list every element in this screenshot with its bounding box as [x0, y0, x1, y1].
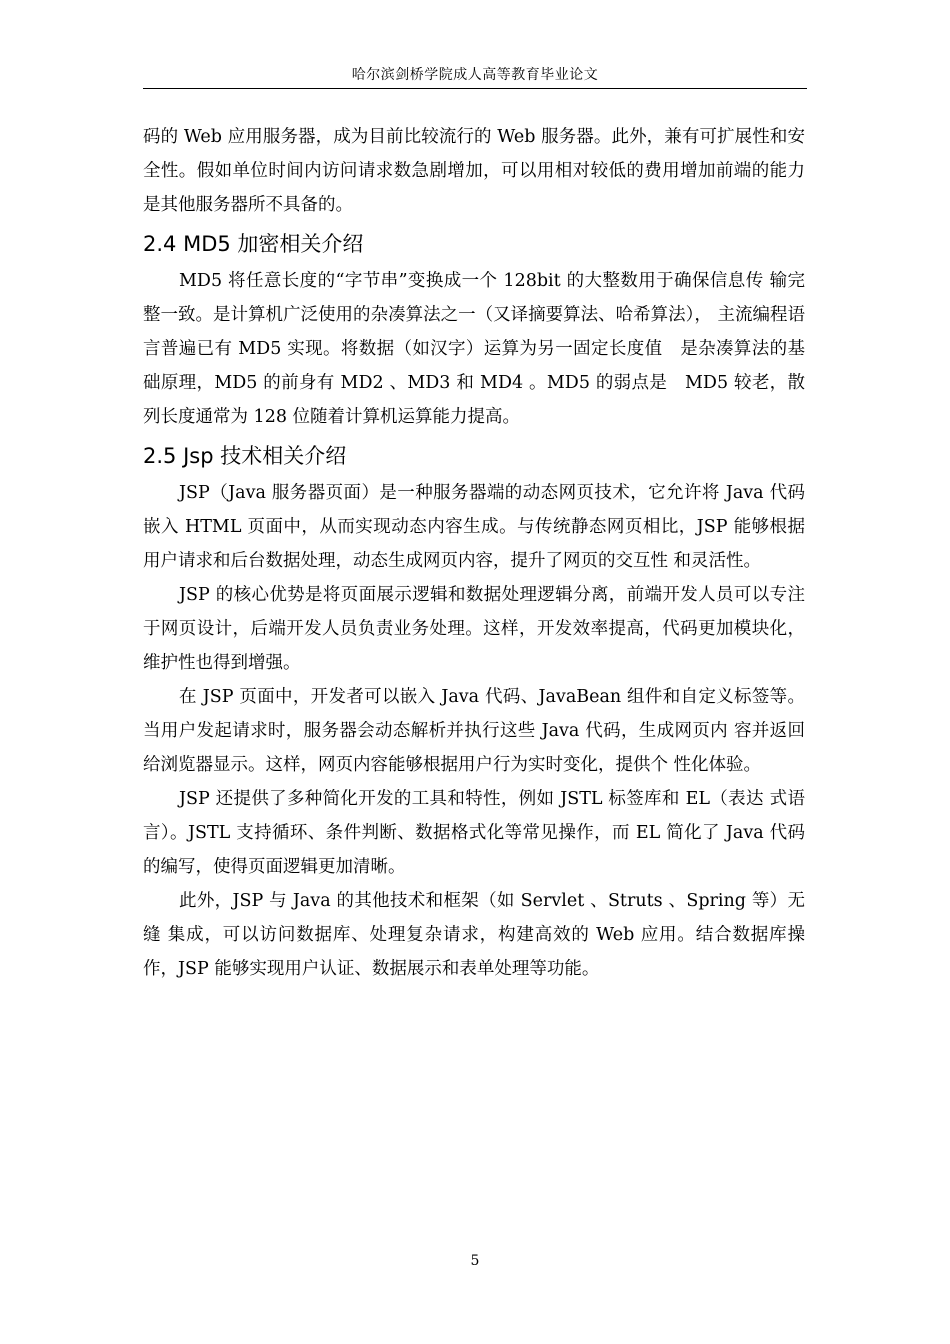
- header-divider: [143, 88, 807, 89]
- intro-paragraph: 码的 Web 应用服务器，成为目前比较流行的 Web 服务器。此外，兼有可扩展性和安全性。假如单位时间内访问请求数急剧增加，可以用相对较低的费用增加前端的能力是其他服务器所不具备的。: [143, 127, 805, 215]
- page-body: [143, 120, 805, 986]
- jsp-paragraph-1: JSP（Java 服务器页面）是一种服务器端的动态网页技术，它允许将 Java 代码嵌入 HTML 页面中，从而实现动态内容生成。与传统静态网页相比，JSP 能够根据用户请求和后台数据处理，动态生成网页内容，提升了网页的交互性 和灵活性。: [143, 483, 805, 571]
- jsp-paragraph-4: JSP 还提供了多种简化开发的工具和特性，例如 JSTL 标签库和 EL（表达 式语言）。JSTL 支持循环、条件判断、数据格式化等常见操作，而 EL 简化了 Java 代码的编写，使得页面逻辑更加清晰。: [143, 789, 805, 877]
- page-number: 5: [470, 1253, 480, 1269]
- md5-paragraph: MD5 将任意长度的“字节串”变换成一个 128bit 的大整数用于确保信息传 输完整一致。是计算机广泛使用的杂凑算法之一（又译摘要算法、哈希算法）， 主流编程语言普遍已有 MD5 实现。将数据（如汉字）运算为另一固定长度值 是杂凑算法的基础原理，MD5 的前身有 MD2 、MD3 和 MD4 。MD5 的弱点是 MD5 较老，散列长度通常为 128 位随着计算机运算能力提高。: [143, 271, 805, 427]
- section-heading-md5: 2.4 MD5 加密相关介绍: [143, 232, 364, 256]
- jsp-paragraph-3: 在 JSP 页面中，开发者可以嵌入 Java 代码、JavaBean 组件和自定义标签等。当用户发起请求时，服务器会动态解析并执行这些 Java 代码，生成网页内 容并返回给浏览器显示。这样，网页内容能够根据用户行为实时变化，提供个 性化体验。: [143, 687, 805, 775]
- page-header: 哈尔滨剑桥学院成人高等教育毕业论文: [351, 67, 599, 83]
- jsp-paragraph-5: 此外，JSP 与 Java 的其他技术和框架（如 Servlet 、Struts 、Spring 等）无缝 集成，可以访问数据库、处理复杂请求，构建高效的 Web 应用。结合数据库操 作，JSP 能够实现用户认证、数据展示和表单处理等功能。: [143, 891, 805, 979]
- section-heading-jsp: 2.5 Jsp 技术相关介绍: [143, 444, 347, 468]
- jsp-paragraph-2: JSP 的核心优势是将页面展示逻辑和数据处理逻辑分离，前端开发人员可以专注于网页设计，后端开发人员负责业务处理。这样，开发效率提高，代码更加模块化，维护性也得到增强。: [143, 585, 805, 673]
